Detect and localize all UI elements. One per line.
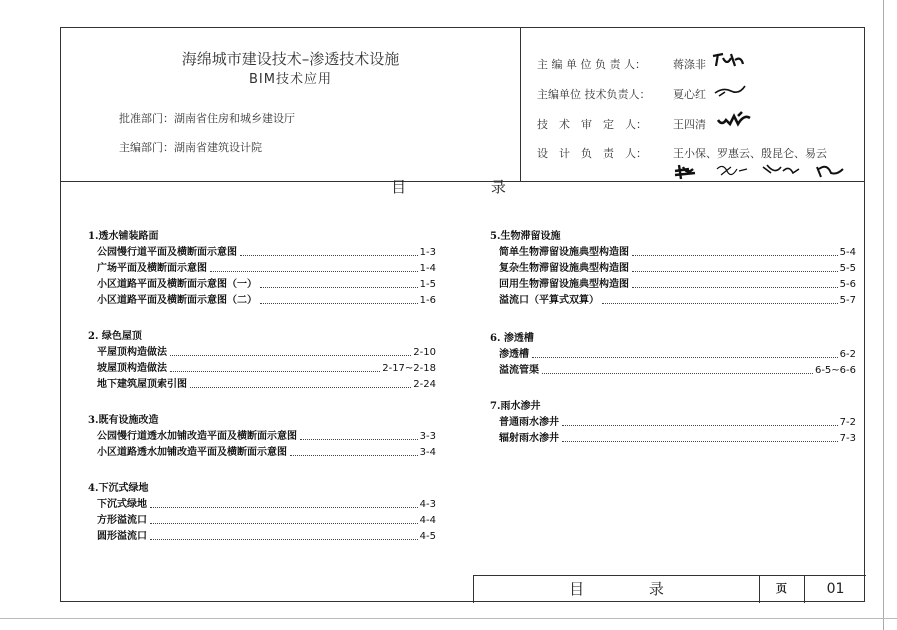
toc-section-title: 3.既有设施改造 (88, 415, 159, 426)
toc-entry[interactable] (490, 293, 856, 309)
signature-row (537, 56, 706, 72)
toc-entry-text: 小区道路平面及横断面示意图（一） (97, 279, 257, 290)
toc-leader (562, 431, 838, 442)
toc-entry-page: 6-5~6-6 (814, 365, 856, 376)
toc-entry[interactable] (88, 361, 436, 377)
toc-entry[interactable] (88, 513, 436, 529)
toc-leader (150, 529, 418, 540)
footer-page-number: 01 (826, 581, 845, 597)
toc-leader (150, 497, 418, 508)
toc-entry-text: 溢流管渠 (499, 365, 539, 376)
handwritten-signature-1 (711, 50, 745, 70)
page-edge-bottom (0, 618, 897, 619)
toc-entry[interactable] (88, 245, 436, 261)
toc-leader (150, 513, 418, 524)
toc-leader (632, 245, 838, 256)
signature-name: 蒋涤非 (673, 58, 706, 71)
toc-leader (542, 363, 813, 374)
document-title: 海绵城市建设技术–渗透技术设施 (181, 50, 400, 68)
toc-section-title: 7.雨水渗井 (490, 401, 541, 412)
toc-leader (190, 377, 411, 388)
toc-section-title: 1.透水铺装路面 (88, 231, 159, 242)
handwritten-signature-3 (716, 110, 752, 128)
toc-section (88, 481, 436, 545)
handwritten-signature-2 (713, 82, 747, 98)
toc-entry-page: 2-24 (413, 379, 436, 390)
toc-leader (562, 415, 838, 426)
signature-name: 夏心红 (673, 88, 706, 101)
toc-leader (260, 293, 418, 304)
toc-section (88, 413, 436, 461)
toc-leader (632, 261, 838, 272)
toc-leader (260, 277, 418, 288)
header-divider (520, 28, 521, 181)
toc-leader (170, 361, 380, 372)
toc-entry[interactable] (490, 277, 856, 293)
toc-leader (240, 245, 418, 256)
signature-name: 王四清 (673, 118, 706, 131)
toc-entry-text: 方形溢流口 (97, 515, 147, 526)
toc-entry[interactable] (88, 277, 436, 293)
toc-section (490, 331, 856, 379)
signature-name: 王小保、罗惠云、殷昆仑、易云 (673, 147, 827, 160)
toc-entry-page: 3-3 (419, 431, 436, 442)
signature-row (537, 116, 706, 132)
toc-entry-text: 回用生物滞留设施典型构造图 (499, 279, 629, 290)
toc-entry[interactable] (490, 363, 856, 379)
toc-heading: 目 录 (391, 178, 546, 196)
toc-entry[interactable] (88, 261, 436, 277)
toc-entry[interactable] (88, 497, 436, 513)
toc-entry[interactable] (88, 429, 436, 445)
toc-section (88, 329, 436, 393)
toc-entry-text: 小区道路透水加铺改造平面及横断面示意图 (97, 447, 287, 458)
toc-leader (300, 429, 418, 440)
toc-section (490, 229, 856, 309)
toc-entry[interactable] (88, 293, 436, 309)
toc-entry-text: 渗透槽 (499, 349, 529, 360)
approval-department: 批准部门：湖南省住房和城乡建设厅 (119, 112, 295, 125)
toc-entry-text: 复杂生物滞留设施典型构造图 (499, 263, 629, 274)
toc-entry-page: 4-4 (419, 515, 436, 526)
toc-entry-page: 2-17~2-18 (382, 363, 436, 374)
toc-entry[interactable] (490, 347, 856, 363)
document-subtitle: BIM技术应用 (249, 72, 332, 87)
toc-entry-page: 5-6 (839, 279, 856, 290)
toc-entry-text: 辐射雨水渗井 (499, 433, 559, 444)
toc-entry-page: 1-5 (419, 279, 436, 290)
toc-leader (602, 293, 838, 304)
toc-section-title: 2. 绿色屋顶 (88, 331, 142, 342)
toc-entry-page: 1-3 (419, 247, 436, 258)
toc-entry-page: 5-5 (839, 263, 856, 274)
toc-entry-page: 5-4 (839, 247, 856, 258)
toc-entry-text: 普通雨水渗井 (499, 417, 559, 428)
signature-label: 设 计 负 责 人： (537, 147, 647, 160)
footer-page-label: 页 (776, 582, 787, 595)
toc-leader (290, 445, 418, 456)
toc-entry-page: 4-3 (419, 499, 436, 510)
signature-label: 主编单位 技术负责人： (537, 88, 651, 101)
toc-leader (210, 261, 418, 272)
toc-entry-page: 1-4 (419, 263, 436, 274)
toc-section (490, 399, 856, 447)
toc-entry-text: 简单生物滞留设施典型构造图 (499, 247, 629, 258)
toc-entry-page: 7-2 (839, 417, 856, 428)
signature-label: 技 术 审 定 人： (537, 118, 647, 131)
toc-entry[interactable] (88, 445, 436, 461)
toc-entry-text: 地下建筑屋顶索引图 (97, 379, 187, 390)
toc-entry-text: 小区道路平面及横断面示意图（二） (97, 295, 257, 306)
toc-entry[interactable] (490, 431, 856, 447)
toc-section-title: 4.下沉式绿地 (88, 483, 149, 494)
toc-section-title: 5.生物滞留设施 (490, 231, 561, 242)
toc-entry-text: 公园慢行道平面及横断面示意图 (97, 247, 237, 258)
footer-title: 目 录 (569, 580, 694, 598)
toc-entry-text: 溢流口（平算式双算） (499, 295, 599, 306)
toc-entry-text: 广场平面及横断面示意图 (97, 263, 207, 274)
toc-entry[interactable] (88, 529, 436, 545)
toc-entry-page: 6-2 (839, 349, 856, 360)
toc-entry-page: 7-3 (839, 433, 856, 444)
toc-entry-text: 公园慢行道透水加铺改造平面及横断面示意图 (97, 431, 297, 442)
toc-entry[interactable] (88, 377, 436, 393)
toc-entry-page: 4-5 (419, 531, 436, 542)
toc-entry[interactable] (490, 261, 856, 277)
toc-entry-page: 1-6 (419, 295, 436, 306)
toc-section (88, 229, 436, 309)
toc-entry[interactable] (490, 245, 856, 261)
title-block (473, 575, 866, 603)
toc-entry-page: 5-7 (839, 295, 856, 306)
toc-entry-page: 2-10 (413, 347, 436, 358)
page-edge-right (883, 0, 884, 630)
toc-leader (632, 277, 838, 288)
signature-row (537, 86, 706, 102)
toc-section-title: 6. 渗透槽 (490, 333, 534, 344)
toc-entry-text: 平屋顶构造做法 (97, 347, 167, 358)
editor-department: 主编部门：湖南省建筑设计院 (119, 141, 262, 154)
toc-leader (170, 345, 411, 356)
toc-entry-text: 坡屋顶构造做法 (97, 363, 167, 374)
toc-entry-text: 下沉式绿地 (97, 499, 147, 510)
toc-entry[interactable] (88, 345, 436, 361)
signature-label: 主 编 单 位 负 责 人： (537, 58, 646, 71)
toc-entry-text: 圆形溢流口 (97, 531, 147, 542)
toc-leader (532, 347, 838, 358)
toc-entry[interactable] (490, 415, 856, 431)
toc-entry-page: 3-4 (419, 447, 436, 458)
